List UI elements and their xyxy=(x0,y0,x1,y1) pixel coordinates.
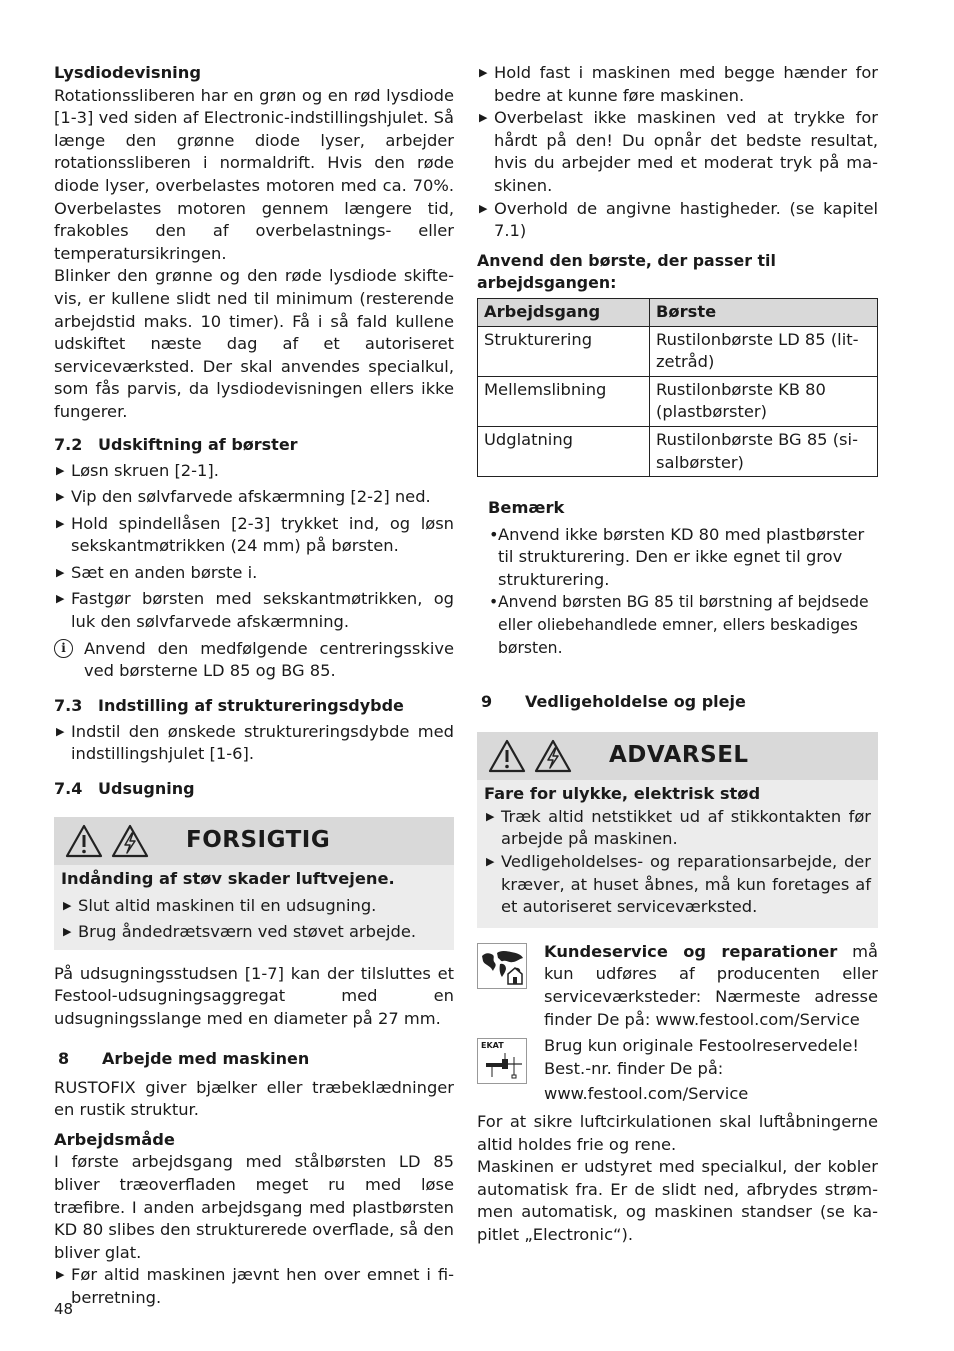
caution-subtitle: Indånding af støv skader luftvejene. xyxy=(61,869,395,889)
info-icon: i xyxy=(54,639,73,658)
note-item: • Anvend ikke børsten KD 80 med plastbørster til strukturering. Den er ikke egnet til grov strukturering. xyxy=(488,524,871,592)
section-7-3-heading: 7.3 Indstilling af struktureringsdybde xyxy=(54,695,404,715)
method-paragraph: I første arbejdsgang med stålbørsten LD 85 bliver træoverfladen meget ru med løse træfibre. I anden arbejdsgang med plastbørsten KD 80 slibes den strukturerede overflade, så den bliver glat. xyxy=(54,1152,454,1262)
table-cell: Udglatning xyxy=(478,426,650,476)
table-row xyxy=(478,376,878,426)
info-note-text: Anvend den medfølgende centreringsskive ved børsterne LD 85 og BG 85. xyxy=(84,638,454,681)
table-cell: Strukturering xyxy=(478,326,650,376)
electric-shock-icon xyxy=(110,823,150,859)
left-column xyxy=(54,62,454,1310)
table-header: Arbejdsgang xyxy=(478,298,650,326)
step-item: ▶ Løsn skruen [2-1]. xyxy=(54,460,454,483)
step-item: ▶ Fastgør børsten med sekskantmøtrikken, og luk den sølvfarvede afskærmning. xyxy=(54,588,454,633)
extraction-paragraph: På udsugningsstudsen [1-7] kan der tilsluttes et Festool-udsugningsaggregat med en udsugningsslange med en diameter på 27 mm. xyxy=(54,963,454,1028)
table-row xyxy=(478,326,878,376)
step-item: ▶ Slut altid maskinen til en udsugning. xyxy=(61,895,447,918)
spare-parts-url: www.festool.com/Service xyxy=(544,1084,749,1104)
table-cell: Rustilonbørste BG 85 (sisalbørster) xyxy=(650,426,878,476)
section-8-paragraph: RUSTOFIX giver bjælker eller træbeklædninger en rustik struktur. xyxy=(54,1077,454,1120)
section-7-4-heading: 7.4 Udsugning xyxy=(54,779,195,799)
carbon-brush-paragraph: Maskinen er udstyret med specialkul, der kobler automatisk fra. Er de slidt ned, afbrydes strømmen automatisk, og maskinen standser (se kapitlet „Electronic“). xyxy=(477,1157,878,1244)
method-heading: Arbejdsmåde xyxy=(54,1129,175,1149)
ekat-icon: EKAT xyxy=(477,1038,527,1084)
caution-body xyxy=(54,865,454,950)
right-column xyxy=(477,62,878,1247)
led-paragraph-2: Blinker den grønne og den røde lysdiode skiftevis, er kullene slidt ned til minimum (resterende arbejdstid maks. 10 timer). Få i så fald kullene udskiftet næste dag af et autoriseret serviceværksted. Der skal anvendes specialkul, som fås parvis, da lysdiodevisningen ellers ikke fungerer. xyxy=(54,266,454,421)
section-9-heading: 9 Vedligeholdelse og pleje xyxy=(481,692,746,712)
warning-body xyxy=(477,780,878,928)
step-item: ▶ Overhold de angivne hastigheder. (se kapitel 7.1) xyxy=(477,198,878,243)
table-cell: Mellemslibning xyxy=(478,376,650,426)
step-item: ▶ Sæt en anden børste i. xyxy=(54,562,454,585)
caution-header xyxy=(54,817,454,865)
step-item: ▶ Vedligeholdelses- og reparationsarbejde, der kræver, at huset åbnes, må kun foretages af et autoriseret serviceværksted. xyxy=(484,851,871,919)
spare-parts-block xyxy=(477,1035,878,1106)
led-heading: Lysdiodevisning xyxy=(54,63,201,82)
step-item: ▶ Overbelast ikke maskinen ved at trykke for hårdt på den! Du opnår det bedste resultat, hvis du arbejder med et moderat tryk på maskinen. xyxy=(477,107,878,197)
table-row xyxy=(478,426,878,476)
brush-table xyxy=(477,298,878,477)
step-item: ▶ Før altid maskinen jævnt hen over emnet i fiberretning. xyxy=(54,1264,454,1309)
world-service-icon xyxy=(477,943,527,989)
led-paragraph-1: Rotationssliberen har en grøn og en rød lysdiode [1-3] ved siden af Electronic-indstillingshjulet. Så længe den grønne diode lyser, arbejder rotationssliberen i normaldrift. Hvis den røde diode lyser, overbelastes motoren med ca. 70%. Overbelastes motoren gennem længere tid, frakobles den af overbelastnings- eller temperatursikringen. xyxy=(54,85,454,263)
spare-parts-paragraph: Brug kun originale Festoolreservedele! Best.-nr. finder De på: xyxy=(544,1036,859,1078)
section-8-heading: 8 Arbejde med maskinen xyxy=(58,1048,310,1068)
warning-header xyxy=(477,732,878,780)
note-heading: Bemærk xyxy=(488,498,565,518)
step-item: ▶ Hold fast i maskinen med begge hænder for bedre at kunne føre maskinen. xyxy=(477,62,878,107)
air-paragraph: For at sikre luftcirkulationen skal luftåbningerne altid holdes frie og rene. xyxy=(477,1111,878,1154)
section-7-2-heading: 7.2 Udskiftning af børster xyxy=(54,434,298,454)
note-box xyxy=(477,497,871,659)
step-item: ▶ Træk altid netstikket ud af stikkontakten før arbejde på maskinen. xyxy=(484,806,871,851)
table-header: Børste xyxy=(650,298,878,326)
warning-box xyxy=(477,732,878,928)
caution-title: FORSIGTIG xyxy=(186,827,331,854)
warning-title: ADVARSEL xyxy=(609,742,749,769)
page-number: 48 xyxy=(54,1300,74,1318)
warning-triangle-icon xyxy=(487,738,527,774)
info-note xyxy=(54,638,454,683)
service-paragraph: Kundeservice og reparationer må kun udføres af producenten eller serviceværksteder: Nærmeste adresse finder De på: www.festool.com/Service xyxy=(544,941,878,1029)
caution-box xyxy=(54,817,454,950)
section-7-2-steps xyxy=(54,460,454,683)
table-header-row xyxy=(478,298,878,326)
warning-subtitle: Fare for ulykke, elektrisk stød xyxy=(484,784,761,804)
table-cell: Rustilonbørste LD 85 (litzetråd) xyxy=(650,326,878,376)
step-item: ▶ Indstil den ønskede struktureringsdybde med indstillingshjulet [1-6]. xyxy=(54,721,454,766)
note-item: • Anvend børsten BG 85 til børstning af bejdsede eller oliebehandlede emner, ellers beskadiges børsten. xyxy=(488,591,871,659)
electric-shock-icon xyxy=(533,738,573,774)
step-item: ▶ Brug åndedrætsværn ved støvet arbejde. xyxy=(61,921,447,944)
table-intro: Anvend den børste, der passer til arbejdsgangen: xyxy=(477,250,776,293)
service-block xyxy=(477,941,878,1031)
step-item: ▶ Hold spindellåsen [2-3] trykket ind, og løsn sekskantmøtrikken (24 mm) på børsten. xyxy=(54,513,454,558)
warning-triangle-icon xyxy=(64,823,104,859)
step-item: ▶ Vip den sølvfarvede afskærmning [2-2] ned. xyxy=(54,486,454,509)
table-cell: Rustilonbørste KB 80 (plastbørster) xyxy=(650,376,878,426)
